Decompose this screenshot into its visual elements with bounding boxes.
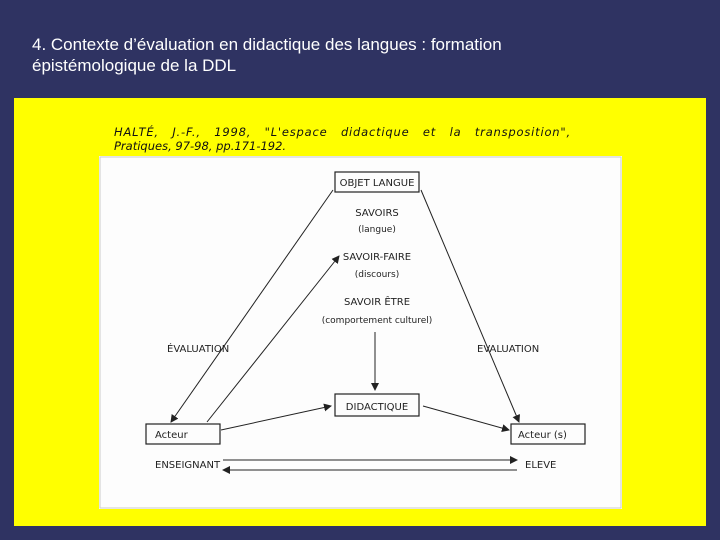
- slide-title-line2: épistémologique de la DDL: [32, 56, 237, 75]
- slide-title-line1: 4. Contexte d’évaluation en didactique des langues : formation: [32, 35, 502, 54]
- objet-langue-label: OBJET LANGUE: [339, 178, 415, 189]
- arrow-acteur-savoir-faire: [207, 256, 339, 422]
- slide-title: [32, 34, 672, 76]
- evaluation-right-label: EVALUATION: [477, 344, 540, 355]
- savoir-etre-label: SAVOIR ÊTRE: [343, 297, 411, 308]
- diagram-svg: [99, 156, 622, 509]
- didactique-label: DIDACTIQUE: [345, 402, 409, 413]
- enseignant-label: ENSEIGNANT: [155, 460, 221, 471]
- acteur-right-label: Acteur (s): [518, 430, 567, 441]
- savoir-etre-sub-label: (comportement culturel): [321, 316, 433, 326]
- didactic-diagram: [99, 156, 622, 509]
- eleve-label: ELEVE: [525, 460, 557, 471]
- savoirs-sub-label: (langue): [358, 225, 396, 235]
- savoir-faire-sub-label: (discours): [354, 270, 400, 280]
- arrow-didactique-acteur-right: [423, 406, 509, 430]
- citation-line1: HALTÉ, J.-F., 1998, "L'espace didactique et la transposition",: [114, 125, 571, 139]
- citation: [114, 125, 604, 153]
- evaluation-left-label: ÉVALUATION: [167, 344, 230, 355]
- right-diagonal-arrow: [421, 190, 519, 422]
- citation-line2: Pratiques, 97-98, pp.171-192.: [114, 139, 287, 153]
- savoirs-label: SAVOIRS: [355, 208, 399, 219]
- savoir-faire-label: SAVOIR-FAIRE: [342, 252, 412, 263]
- left-diagonal-arrow: [171, 190, 333, 422]
- acteur-left-label: Acteur: [155, 430, 188, 441]
- arrow-acteur-left-didactique: [221, 406, 331, 430]
